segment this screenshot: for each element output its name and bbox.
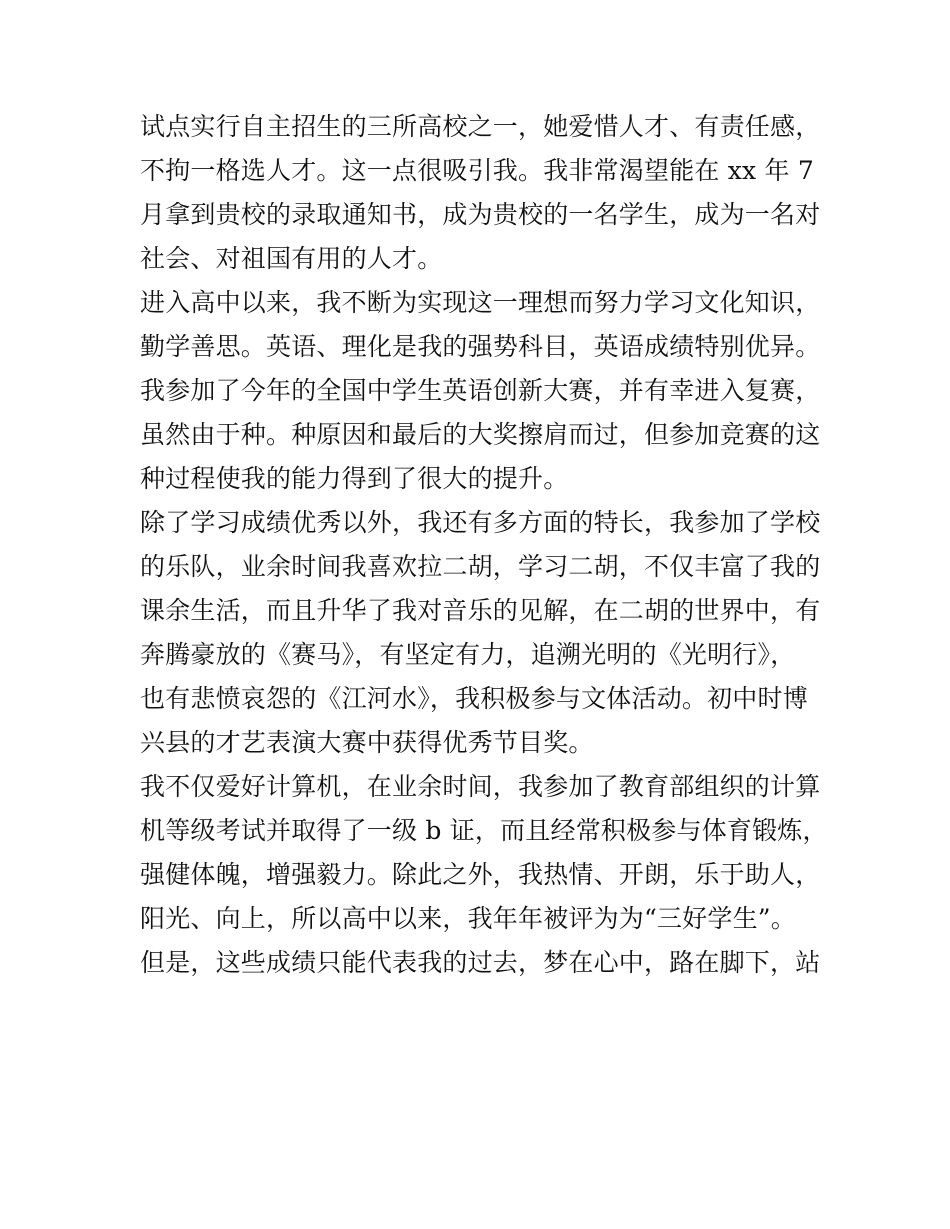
text-line: 奔腾豪放的《赛马》，有坚定有力，追溯光明的《光明行》， bbox=[140, 640, 796, 669]
text-line: 强健体魄，增强毅力。除此之外，我热情、开朗，乐于助人， bbox=[140, 860, 821, 889]
text-line: 机等级考试并取得了一级 b 证，而且经常积极参与体育锻炼， bbox=[140, 816, 828, 845]
text-line: 课余生活，而且升华了我对音乐的见解，在二胡的世界中，有 bbox=[140, 596, 821, 625]
text-line: 社会、对祖国有用的人才。 bbox=[140, 244, 443, 273]
text-line: 兴县的才艺表演大赛中获得优秀节目奖。 bbox=[140, 728, 594, 757]
text-line: 但是，这些成绩只能代表我的过去，梦在心中，路在脚下，站 bbox=[140, 948, 821, 977]
text-line: 试点实行自主招生的三所高校之一，她爱惜人才、有责任感， bbox=[140, 112, 821, 141]
text-line: 除了学习成绩优秀以外，我还有多方面的特长，我参加了学校 bbox=[140, 508, 821, 537]
text-line: 阳光、向上，所以高中以来，我年年被评为为“三好学生”。 bbox=[140, 904, 796, 933]
text-line: 进入高中以来，我不断为实现这一理想而努力学习文化知识， bbox=[140, 288, 821, 317]
text-line: 我参加了今年的全国中学生英语创新大赛，并有幸进入复赛， bbox=[140, 376, 821, 405]
text-line: 种过程使我的能力得到了很大的提升。 bbox=[140, 464, 569, 493]
text-line: 勤学善思。英语、理化是我的强势科目，英语成绩特别优异。 bbox=[140, 332, 821, 361]
text-line: 虽然由于种。种原因和最后的大奖擦肩而过，但参加竞赛的这 bbox=[140, 420, 821, 449]
text-line: 我不仅爱好计算机，在业余时间，我参加了教育部组织的计算 bbox=[140, 772, 821, 801]
text-line: 也有悲愤哀怨的《江河水》，我积极参与文体活动。初中时博 bbox=[140, 684, 808, 713]
text-line: 不拘一格选人才。这一点很吸引我。我非常渴望能在 xx 年 7 bbox=[140, 156, 814, 185]
document-body bbox=[140, 106, 828, 986]
text-line: 月拿到贵校的录取通知书，成为贵校的一名学生，成为一名对 bbox=[140, 200, 821, 229]
text-line: 的乐队，业余时间我喜欢拉二胡，学习二胡，不仅丰富了我的 bbox=[140, 552, 821, 581]
